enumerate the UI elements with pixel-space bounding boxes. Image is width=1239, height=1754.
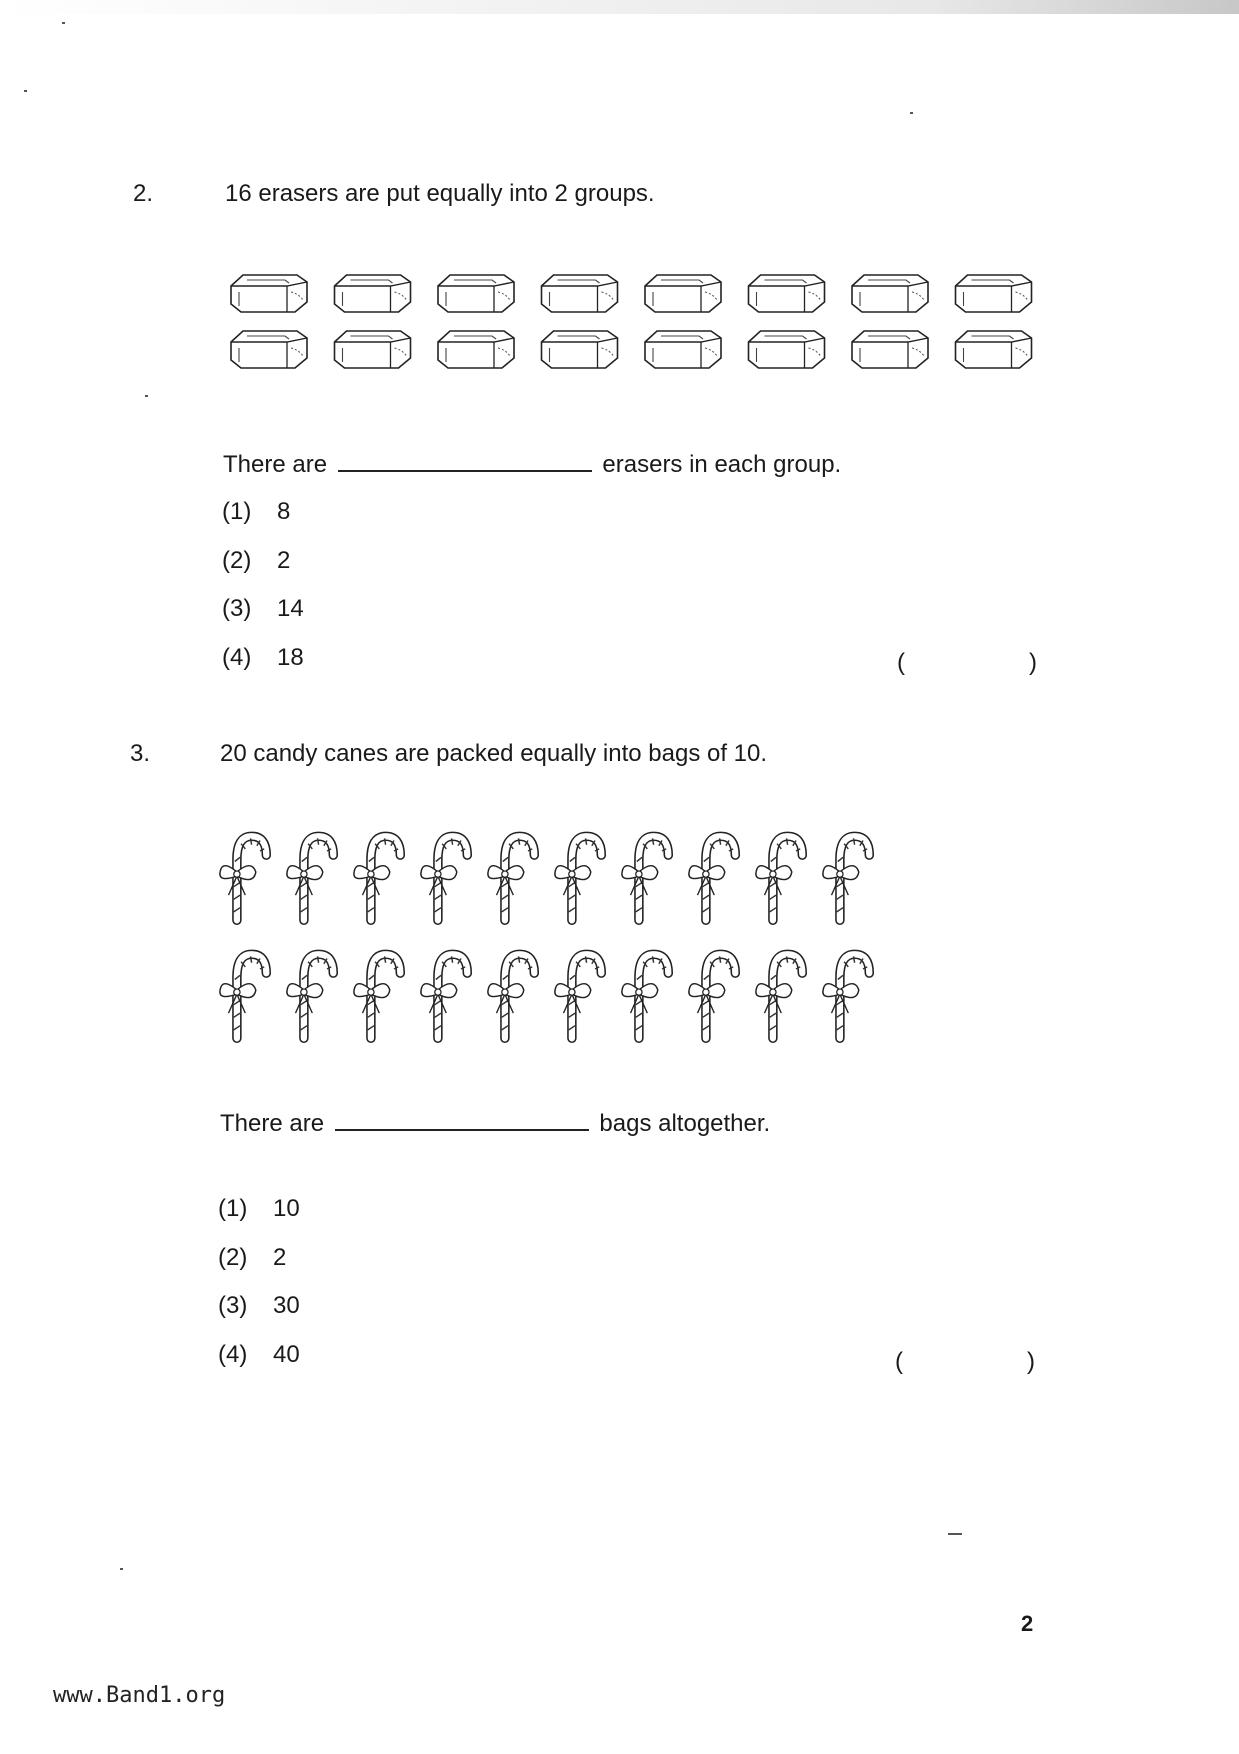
- candy-cane-icon: [689, 836, 735, 920]
- candy-cane-icon: [421, 954, 467, 1038]
- eraser-icon: [231, 275, 307, 312]
- eraser-icon: [749, 331, 825, 368]
- eraser-icon-grid: [225, 272, 1053, 384]
- footer-url: www.Band1.org: [53, 1683, 226, 1708]
- option: [222, 543, 304, 592]
- option-number: (2): [222, 546, 252, 574]
- option: [222, 591, 304, 640]
- candy-cane-icon: [488, 954, 534, 1038]
- candy-cane-icon: [488, 836, 534, 920]
- eraser-icon: [956, 331, 1032, 368]
- eraser-icon: [231, 331, 307, 368]
- candy-cane-icon: [689, 954, 735, 1038]
- option-number: (1): [222, 498, 252, 525]
- scan-speck: [62, 22, 65, 24]
- candy-cane-icon: [555, 954, 601, 1038]
- question-3-stem: 20 candy canes are packed equally into bags of 10.: [220, 740, 768, 767]
- option-value: 10: [273, 1195, 300, 1222]
- candy-cane-icon: [555, 836, 601, 920]
- option-number: (1): [218, 1195, 248, 1222]
- eraser-icon: [335, 275, 411, 312]
- eraser-icon: [438, 275, 514, 312]
- answer-box-open: (: [897, 649, 905, 676]
- candy-cane-icon: [287, 836, 333, 920]
- question-2-prompt-after: erasers in each group.: [602, 451, 842, 478]
- candy-cane-icon: [287, 954, 333, 1038]
- question-2-options: [222, 494, 304, 688]
- option: [218, 1288, 300, 1337]
- option-number: (4): [222, 643, 252, 671]
- answer-blank: [338, 448, 592, 472]
- question-3-answer-box[interactable]: [895, 1348, 1035, 1384]
- answer-box-open: (: [895, 1348, 903, 1375]
- question-2-prompt: [223, 448, 841, 479]
- page-number: 2: [1021, 1611, 1034, 1636]
- scan-speck: [24, 90, 27, 92]
- eraser-icon: [749, 275, 825, 312]
- eraser-icon: [645, 275, 721, 312]
- candy-cane-icon: [354, 954, 400, 1038]
- eraser-icon: [438, 331, 514, 368]
- option-value: 18: [277, 643, 304, 671]
- question-3-prompt: [220, 1107, 770, 1138]
- candy-cane-icon: [756, 836, 802, 920]
- candy-cane-icon: [421, 836, 467, 920]
- question-2-number: 2.: [133, 180, 154, 207]
- answer-box-close: ): [1029, 649, 1037, 676]
- answer-box-close: ): [1027, 1348, 1035, 1375]
- eraser-icon: [956, 275, 1032, 312]
- option-value: 14: [277, 595, 304, 622]
- candy-cane-picture: [218, 830, 918, 1052]
- scan-speck: [120, 1568, 123, 1570]
- option-number: (3): [222, 595, 252, 622]
- candy-cane-icon: [756, 954, 802, 1038]
- eraser-icon: [645, 331, 721, 368]
- candy-cane-icon: [823, 954, 869, 1038]
- eraser-icon: [542, 331, 618, 368]
- option: [218, 1337, 300, 1386]
- option-value: 2: [277, 546, 291, 574]
- eraser-icon: [542, 275, 618, 312]
- candy-cane-icon: [220, 836, 266, 920]
- option-number: (3): [218, 1292, 248, 1319]
- question-2-answer-box[interactable]: [897, 649, 1037, 685]
- scan-speck: [145, 395, 148, 397]
- scan-edge: [0, 0, 1239, 14]
- candy-cane-icon: [622, 954, 668, 1038]
- candy-cane-icon: [220, 954, 266, 1038]
- option: [222, 640, 304, 689]
- question-3-number: 3.: [130, 740, 151, 767]
- eraser-picture: [225, 272, 1045, 392]
- scan-speck: [910, 112, 913, 114]
- candy-cane-icon: [622, 836, 668, 920]
- question-3-options: [218, 1191, 300, 1385]
- question-2-prompt-before: There are: [223, 451, 328, 478]
- scan-speck: [948, 1533, 962, 1535]
- eraser-icon: [852, 331, 928, 368]
- option: [218, 1191, 300, 1240]
- option-number: (4): [218, 1340, 248, 1368]
- option-value: 30: [273, 1292, 300, 1319]
- question-2-stem: 16 erasers are put equally into 2 groups.: [225, 180, 655, 207]
- option-value: 2: [273, 1243, 287, 1271]
- candy-cane-icon-grid: [218, 830, 888, 1066]
- option-number: (2): [218, 1243, 248, 1271]
- question-3-prompt-after: bags altogether.: [599, 1110, 771, 1137]
- question-3-prompt-before: There are: [220, 1110, 325, 1137]
- candy-cane-icon: [354, 836, 400, 920]
- option: [218, 1240, 300, 1289]
- option: [222, 494, 304, 543]
- option-value: 40: [273, 1340, 300, 1368]
- option-value: 8: [277, 498, 291, 525]
- answer-blank: [335, 1107, 589, 1131]
- eraser-icon: [335, 331, 411, 368]
- eraser-icon: [852, 275, 928, 312]
- candy-cane-icon: [823, 836, 869, 920]
